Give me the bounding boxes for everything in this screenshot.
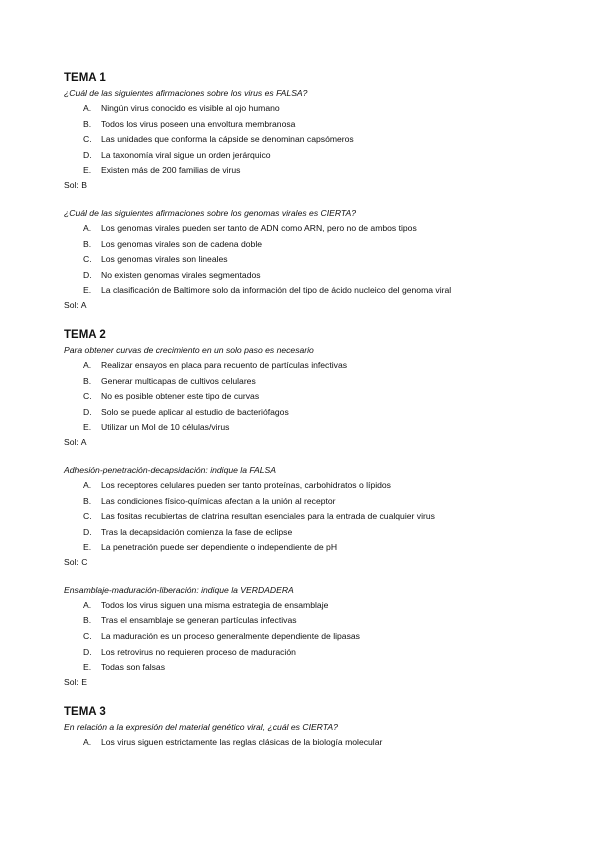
option-text: Las fositas recubiertas de clatrina resultan esenciales para la entrada de cualquier virus: [101, 511, 435, 522]
question-spacer: [64, 448, 544, 465]
option-text: La taxonomía viral sigue un orden jerárquico: [101, 149, 271, 160]
answer-option: [64, 376, 544, 387]
answer-option: [64, 223, 544, 234]
question-block: [64, 722, 544, 748]
option-text: Existen más de 200 familias de virus: [101, 165, 241, 176]
option-text: Las unidades que conforma la cápside se denominan capsómeros: [101, 134, 354, 145]
option-letter: D.: [83, 526, 92, 537]
answer-option: [64, 119, 544, 130]
question-block: [64, 208, 544, 311]
option-letter: C.: [83, 391, 92, 402]
question-text: Ensamblaje-maduración-liberación: indique la VERDADERA: [64, 584, 294, 595]
option-text: Los genomas virales son de cadena doble: [101, 238, 263, 249]
answer-option: [64, 391, 544, 402]
answer-option: [64, 527, 544, 538]
section-spacer: [64, 311, 544, 328]
tema-section: [64, 71, 544, 311]
option-letter: C.: [83, 254, 92, 265]
option-letter: D.: [83, 269, 92, 280]
option-letter: E.: [83, 422, 92, 433]
option-letter: E.: [83, 542, 92, 553]
option-text: Solo se puede aplicar al estudio de bacteriófagos: [101, 406, 289, 417]
answer-option: [64, 600, 544, 611]
question-spacer: [64, 568, 544, 585]
option-letter: A.: [83, 103, 92, 113]
tema-title: TEMA 2: [64, 328, 106, 341]
option-text: Los genomas virales pueden ser tanto de ADN como ARN, pero no de ambos tipos: [101, 222, 417, 233]
question-text: Adhesión-penetración-decapsidación: indique la FALSA: [64, 464, 276, 475]
option-text: Utilizar un MoI de 10 células/virus: [101, 422, 230, 433]
option-text: Todos los virus poseen una envoltura membranosa: [101, 118, 296, 129]
question-block: [64, 465, 544, 568]
option-text: Ningún virus conocido es visible al ojo humano: [101, 103, 280, 113]
answer-option: [64, 542, 544, 553]
question-block: [64, 585, 544, 688]
option-letter: A.: [83, 599, 92, 610]
option-text: Tras la decapsidación comienza la fase de eclipse: [101, 526, 293, 537]
option-text: Realizar ensayos en placa para recuento de partículas infectivas: [101, 359, 348, 370]
option-letter: D.: [83, 149, 92, 160]
answer-option: [64, 254, 544, 265]
answer-option: [64, 285, 544, 296]
tema-title: TEMA 1: [64, 72, 106, 84]
option-text: No existen genomas virales segmentados: [101, 269, 261, 280]
answer-option: [64, 103, 544, 114]
option-letter: C.: [83, 511, 92, 522]
option-text: Los genomas virales son lineales: [101, 254, 228, 265]
option-text: Todos los virus siguen una misma estrategia de ensamblaje: [101, 599, 329, 610]
question-text: ¿Cuál de las siguientes afirmaciones sobre los genomas virales es CIERTA?: [64, 207, 357, 218]
answer-option: [64, 165, 544, 176]
option-letter: B.: [83, 615, 92, 626]
answer-option: [64, 360, 544, 371]
answer-option: [64, 737, 544, 748]
exam-document: [64, 71, 544, 752]
answer-option: [64, 270, 544, 281]
option-letter: E.: [83, 285, 92, 296]
tema-section: [64, 705, 544, 748]
solution-label: Sol: E: [64, 676, 87, 687]
option-letter: C.: [83, 631, 92, 642]
option-letter: C.: [83, 134, 92, 145]
option-text: Los retrovirus no requieren proceso de maduración: [101, 646, 296, 657]
option-letter: B.: [83, 375, 92, 386]
option-letter: A.: [83, 222, 92, 233]
answer-option: [64, 407, 544, 418]
answer-option: [64, 150, 544, 161]
answer-option: [64, 422, 544, 433]
option-text: Las condiciones físico-químicas afectan a la unión al receptor: [101, 495, 336, 506]
solution-label: Sol: A: [64, 436, 87, 447]
option-text: No es posible obtener este tipo de curvas: [101, 391, 260, 402]
solution-label: Sol: C: [64, 556, 88, 567]
option-letter: B.: [83, 238, 92, 249]
option-text: Tras el ensamblaje se generan partículas infectivas: [101, 615, 297, 626]
question-spacer: [64, 191, 544, 208]
answer-option: [64, 647, 544, 658]
question-text: En relación a la expresión del material genético viral, ¿cuál es CIERTA?: [64, 721, 338, 732]
answer-option: [64, 662, 544, 673]
option-letter: A.: [83, 359, 92, 370]
option-letter: E.: [83, 165, 92, 176]
option-letter: B.: [83, 118, 92, 129]
option-text: Los virus siguen estrictamente las reglas clásicas de la biología molecular: [101, 736, 383, 747]
answer-option: [64, 239, 544, 250]
answer-option: [64, 134, 544, 145]
option-text: La maduración es un proceso generalmente dependiente de lipasas: [101, 631, 360, 642]
option-letter: D.: [83, 406, 92, 417]
option-text: Los receptores celulares pueden ser tanto proteínas, carbohidratos o lípidos: [101, 479, 391, 490]
answer-option: [64, 615, 544, 626]
option-letter: A.: [83, 479, 92, 490]
option-text: La clasificación de Baltimore solo da información del tipo de ácido nucleico del genoma viral: [101, 285, 452, 296]
answer-option: [64, 480, 544, 491]
option-text: Todas son falsas: [101, 662, 166, 673]
answer-option: [64, 631, 544, 642]
tema-section: [64, 328, 544, 688]
option-letter: A.: [83, 736, 92, 747]
section-spacer: [64, 688, 544, 705]
question-text: Para obtener curvas de crecimiento en un solo paso es necesario: [64, 344, 314, 355]
question-block: [64, 345, 544, 448]
answer-option: [64, 511, 544, 522]
option-letter: B.: [83, 495, 92, 506]
solution-label: Sol: B: [64, 179, 87, 190]
question-text: ¿Cuál de las siguientes afirmaciones sobre los virus es FALSA?: [64, 88, 308, 98]
solution-label: Sol: A: [64, 299, 87, 310]
option-letter: D.: [83, 646, 92, 657]
tema-title: TEMA 3: [64, 705, 106, 718]
question-block: [64, 88, 544, 191]
option-letter: E.: [83, 662, 92, 673]
option-text: Generar multicapas de cultivos celulares: [101, 375, 256, 386]
option-text: La penetración puede ser dependiente o independiente de pH: [101, 542, 338, 553]
answer-option: [64, 496, 544, 507]
